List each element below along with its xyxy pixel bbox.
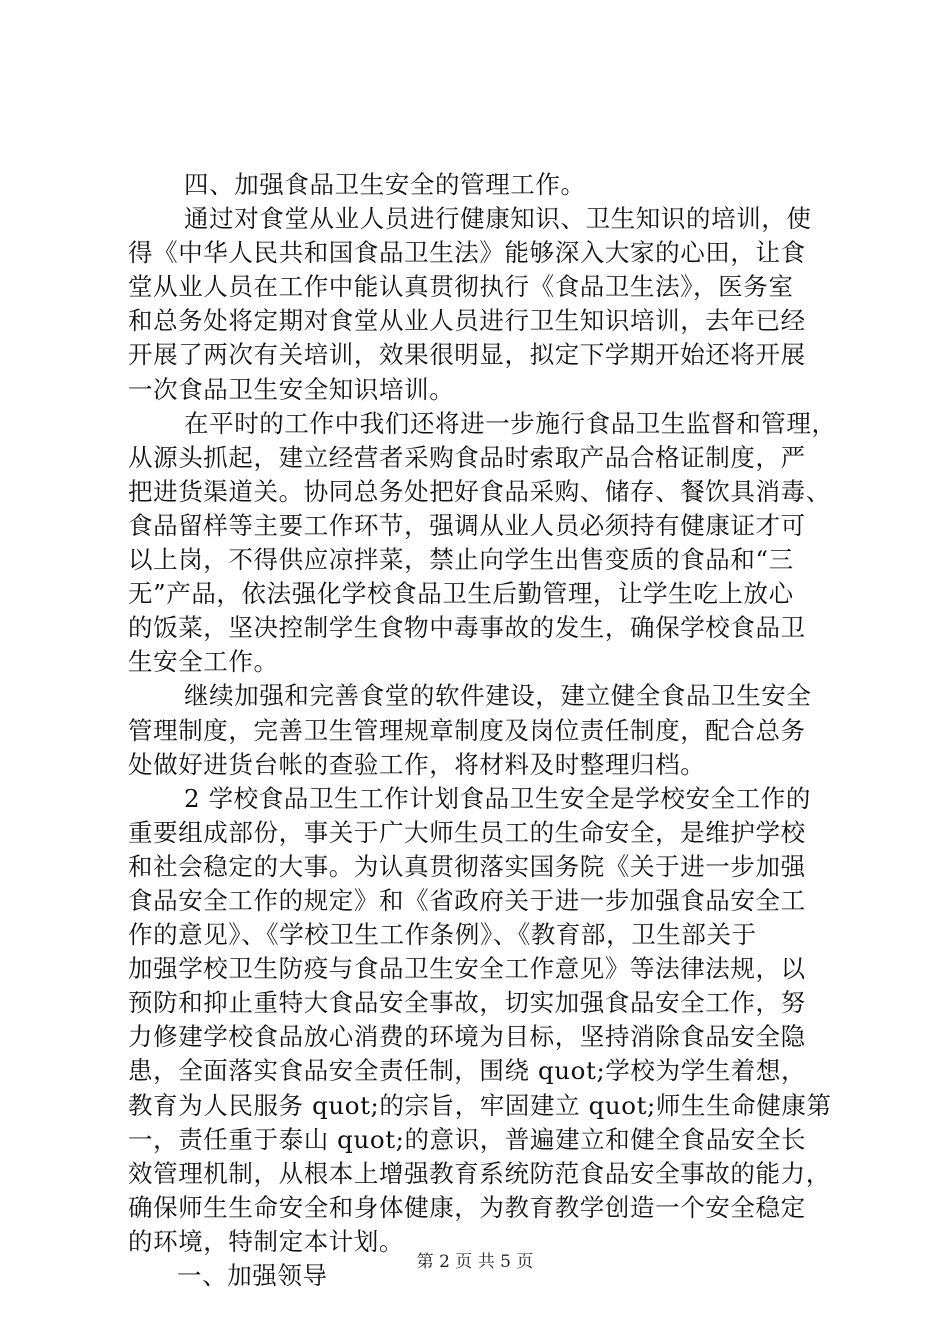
text-line: 和总务处将定期对食堂从业人员进行卫生知识培训，去年已经: [128, 306, 806, 336]
text-line: 效管理机制，从根本上增强教育系统防范食品安全事故的能力，: [128, 1158, 831, 1188]
text-line: 一、加强领导: [177, 1261, 328, 1290]
text-line: 无”产品，依法强化学校食品卫生后勤管理，让学生吃上放心: [128, 579, 794, 609]
text-line: 食品安全工作的规定》和《省政府关于进一步加强食品安全工: [128, 885, 806, 915]
text-line: 通过对食堂从业人员进行健康知识、卫生知识的培训，使: [184, 204, 812, 234]
text-line: 继续加强和完善食堂的软件建设，建立健全食品卫生安全: [184, 681, 812, 711]
text-line: 预防和抑止重特大食品安全事故，切实加强食品安全工作，努: [128, 988, 806, 1018]
text-line: 重要组成部份，事关于广大师生员工的生命安全，是维护学校: [128, 817, 806, 847]
text-line: 作的意见》、《学校卫生工作条例》、《教育部，卫生部关于: [128, 920, 757, 950]
text-line: 处做好进货台帐的查验工作，将材料及时整理归档。: [128, 749, 706, 779]
text-line: 把进货渠道关。协同总务处把好食品采购、储存、餐饮具消毒、: [128, 476, 831, 506]
text-line: 力修建学校食品放心消费的环境为目标，坚持消除食品安全隐: [128, 1022, 806, 1052]
text-line: 得《中华人民共和国食品卫生法》能够深入大家的心田，让食: [128, 238, 806, 268]
text-line: 和社会稳定的大事。为认真贯彻落实国务院《关于进一步加强: [128, 851, 806, 881]
text-line: 在平时的工作中我们还将进一步施行食品卫生监督和管理，: [184, 408, 837, 438]
text-line: 一次食品卫生安全知识培训。: [128, 374, 455, 404]
text-line: 确保师生生命安全和身体健康，为教育教学创造一个安全稳定: [128, 1192, 806, 1222]
text-line: 患，全面落实食品安全责任制，围绕 quot;学校为学生着想，: [128, 1056, 807, 1086]
text-line: 开展了两次有关培训，效果很明显，拟定下学期开始还将开展: [128, 340, 806, 370]
page-number-footer: 第 2 页 共 5 页: [416, 1252, 534, 1272]
text-line: 一，责任重于泰山 quot;的意识，普遍建立和健全食品安全长: [128, 1124, 807, 1154]
text-line: 的饭菜，坚决控制学生食物中毒事故的发生，确保学校食品卫: [128, 613, 806, 643]
text-line: 2 学校食品卫生工作计划食品卫生安全是学校安全工作的: [184, 783, 811, 813]
text-line: 管理制度，完善卫生管理规章制度及岗位责任制度，配合总务: [128, 715, 806, 745]
text-line: 加强学校卫生防疫与食品卫生安全工作意见》等法律法规，以: [128, 954, 806, 984]
text-line: 堂从业人员在工作中能认真贯彻执行《食品卫生法》，医务室: [128, 272, 794, 302]
document-body: [128, 168, 840, 1293]
text-line: 四、加强食品卫生安全的管理工作。: [184, 170, 586, 199]
text-line: 食品留样等主要工作环节，强调从业人员必须持有健康证才可: [128, 510, 806, 540]
text-line: 教育为人民服务 quot;的宗旨，牢固建立 quot;师生生命健康第: [128, 1090, 832, 1120]
text-line: 以上岗，不得供应凉拌菜，禁止向学生出售变质的食品和“三: [128, 545, 794, 575]
text-line: 生安全工作。: [128, 647, 279, 677]
text-line: 的环境，特制定本计划。: [128, 1226, 405, 1256]
text-line: 从源头抓起，建立经营者采购食品时索取产品合格证制度，严: [128, 442, 806, 472]
